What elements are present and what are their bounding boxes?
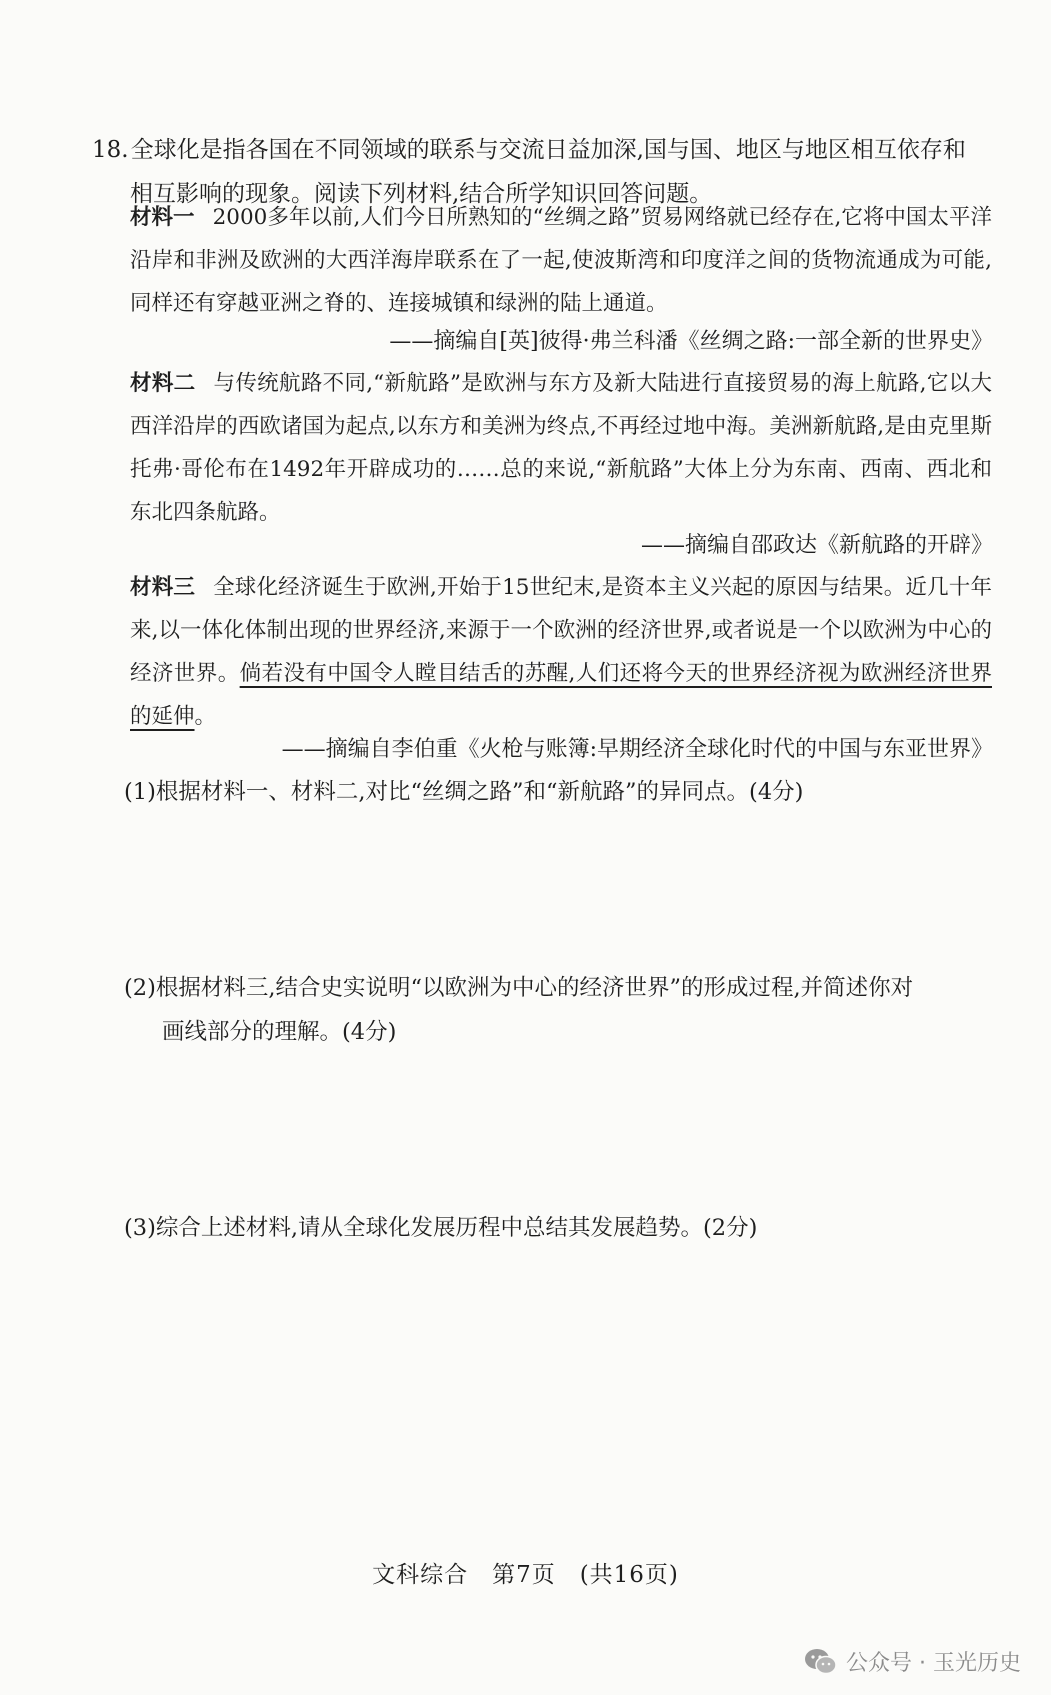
material-label: 材料二 (130, 371, 196, 396)
material-1 (130, 196, 992, 325)
sub-question-line-cont: 画线部分的理解。(4分) (162, 1019, 397, 1045)
material-label: 材料一 (130, 205, 195, 230)
material-label: 材料三 (130, 575, 196, 600)
material-2 (130, 362, 992, 534)
sub-question-2 (124, 966, 994, 1054)
material-3 (130, 566, 992, 738)
underlined-passage: 倘若没有中国令人瞠目结舌的苏醒,人们还将今天的世界经济视为欧洲经济世界的延伸 (130, 661, 992, 729)
material-source: ——摘编自[英]彼得·弗兰科潘《丝绸之路:一部全新的世界史》 (389, 329, 993, 354)
sub-question-line: (1)根据材料一、材料二,对比“丝绸之路”和“新航路”的异同点。(4分) (124, 779, 804, 805)
question-number: 18. (92, 137, 129, 163)
watermark-text: 公众号 · 玉光历史 (846, 1651, 1021, 1676)
question-intro-line2: 相互影响的现象。阅读下列材料,结合所学知识回答问题。 (130, 181, 713, 207)
material-text: 与传统航路不同,“新航路”是欧洲与东方及新大陆进行直接贸易的海上航路,它以大西洋沿岸的西欧诸国为起点,以东方和美洲为终点,不再经过地中海。美洲新航路,是由克里斯托弗·哥伦布在1492年开辟成功的……总的来说,“新航路”大体上分为东南、西南、西北和东北四条航路。 (130, 371, 992, 525)
material-text: 全球化经济诞生于欧洲,开始于15世纪末,是资本主义兴起的原因与结果。近几十年来,以一体化体制出现的世界经济,来源于一个欧洲的经济世界,或者说是一个以欧洲为中心的经济世界。 (130, 575, 992, 686)
material-text: 2000多年以前,人们今日所熟知的“丝绸之路”贸易网络就已经存在,它将中国太平洋沿岸和非洲及欧洲的大西洋海岸联系在了一起,使波斯湾和印度洋之间的货物流通成为可能,同样还有穿越亚洲之脊的、连接城镇和绿洲的陆上通道。 (130, 205, 992, 316)
sub-question-3 (124, 1206, 994, 1250)
sub-question-1 (124, 770, 994, 814)
question-intro-line1: 全球化是指各国在不同领域的联系与交流日益加深,国与国、地区与地区相互依存和 (130, 137, 966, 163)
page-footer: 文科综合 第7页 (共16页) (372, 1562, 679, 1588)
sub-question-line: (3)综合上述材料,请从全球化发展历程中总结其发展趋势。(2分) (124, 1215, 758, 1241)
watermark (804, 1646, 1021, 1677)
material-text-end: 。 (194, 704, 217, 729)
sub-question-line: (2)根据材料三,结合史实说明“以欧洲为中心的经济世界”的形成过程,并简述你对 (124, 975, 914, 1001)
material-source: ——摘编自邵政达《新航路的开辟》 (640, 533, 993, 558)
wechat-icon (804, 1647, 838, 1677)
material-source: ——摘编自李伯重《火枪与账簿:早期经济全球化时代的中国与东亚世界》 (281, 737, 993, 762)
